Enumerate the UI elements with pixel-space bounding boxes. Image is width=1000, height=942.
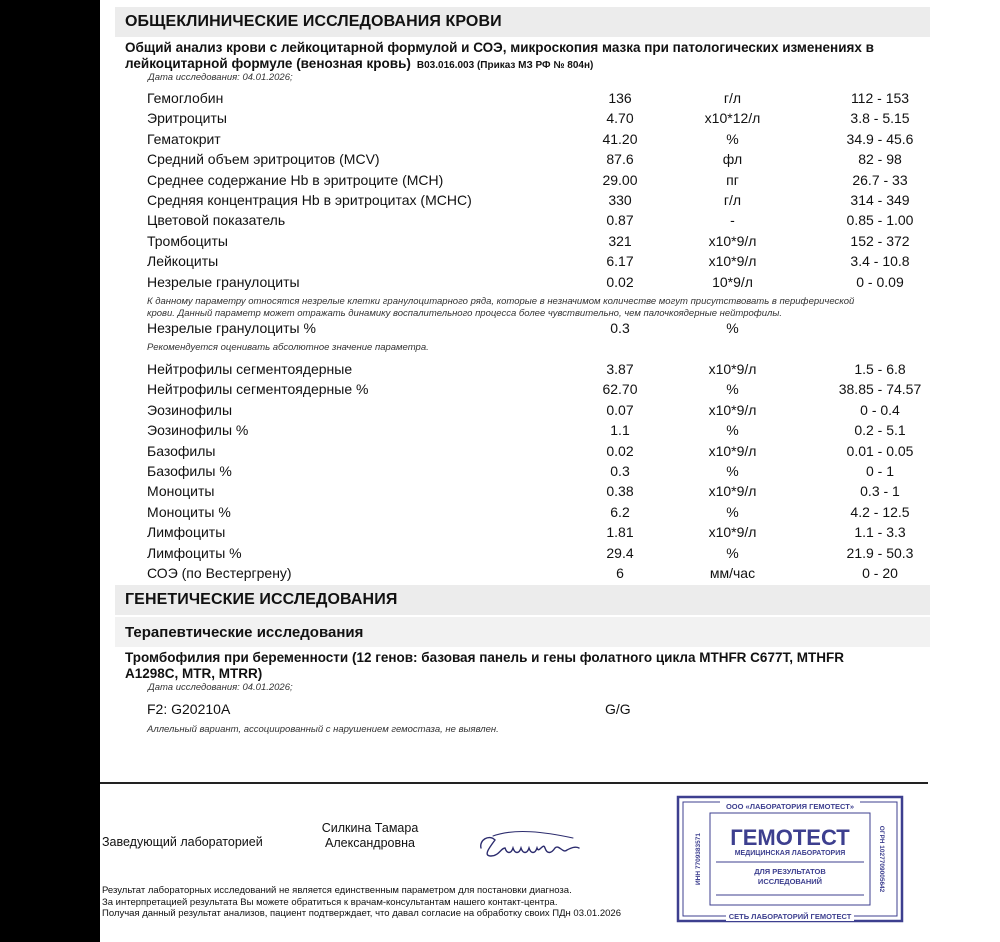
result-unit: % — [726, 544, 739, 561]
result-unit: x10*9/л — [708, 483, 757, 500]
lab-stamp — [676, 795, 904, 923]
genetic-test-date: Дата исследования: 04.01.2026; — [148, 682, 293, 693]
result-unit: % — [726, 381, 739, 398]
result-value: 0.87 — [606, 212, 634, 229]
result-row — [100, 210, 1000, 230]
result-name: Базофилы — [147, 442, 216, 459]
result-row — [100, 543, 1000, 563]
result-name: Цветовой показатель — [147, 212, 286, 229]
result-row — [100, 461, 1000, 481]
test-title-line2: лейкоцитарной формуле (венозная кровь) — [125, 56, 411, 71]
result-value: 6.17 — [606, 253, 634, 270]
result-value: 0.02 — [606, 442, 634, 459]
stamp-right-text: ОГРН 1027709005642 — [878, 825, 885, 893]
note-recommendation: Рекомендуется оценивать абсолютное значение параметра. — [147, 342, 429, 353]
result-name: Средний объем эритроцитов (MCV) — [147, 151, 380, 168]
result-row — [100, 251, 1000, 271]
result-unit: x10*9/л — [708, 401, 757, 418]
test-title-line1: Тромбофилия при беременности (12 генов: базовая панель и гены фолатного цикла MTHFR C677T, MTHFR — [125, 650, 844, 665]
result-ref: 26.7 - 33 — [852, 171, 908, 188]
result-unit: x10*9/л — [708, 253, 757, 270]
divider — [100, 782, 928, 784]
result-unit: 10*9/л — [712, 273, 753, 290]
result-value: 1.1 — [610, 422, 630, 439]
result-ref: 0 - 0.09 — [856, 273, 904, 290]
result-row — [100, 190, 1000, 210]
result-value: 29.00 — [602, 171, 638, 188]
note-immature-granulocytes — [147, 296, 947, 320]
result-row — [100, 149, 1000, 169]
subsection-header — [115, 617, 930, 647]
result-row — [100, 88, 1000, 108]
result-ref: 38.85 - 74.57 — [838, 381, 922, 398]
result-name: Незрелые гранулоциты — [147, 273, 300, 290]
result-name: Лейкоциты — [147, 253, 219, 270]
stamp-left-text: ИНН 7709383571 — [695, 832, 702, 886]
result-row — [100, 379, 1000, 399]
result-value: 6.2 — [610, 503, 630, 520]
result-name: Лимфоциты % — [147, 544, 242, 561]
result-value: 4.70 — [606, 110, 634, 127]
result-ref: 0 - 1 — [865, 463, 894, 479]
result-value: 321 — [608, 232, 632, 249]
result-unit: % — [726, 422, 739, 439]
result-unit: фл — [722, 151, 743, 168]
disclaimer — [102, 885, 621, 920]
result-value: 0.07 — [606, 401, 634, 418]
result-row — [100, 170, 1000, 190]
stamp-subtitle: МЕДИЦИНСКАЯ ЛАБОРАТОРИЯ — [734, 850, 846, 857]
result-unit: x10*9/л — [708, 361, 757, 377]
note-line: крови. Данный параметр может отражать динамику воспалительного процесса более чувствительно, чем палочкоядерные нейтрофилы. — [147, 308, 782, 319]
result-ref: 3.4 - 10.8 — [850, 253, 910, 270]
result-value: 3.87 — [606, 361, 634, 377]
signer-name-line2: Александровна — [325, 836, 415, 850]
head-of-lab-label: Заведующий лабораторией — [102, 835, 263, 849]
result-name: Гемоглобин — [147, 90, 224, 106]
result-ref: 112 - 153 — [850, 90, 910, 106]
result-row — [100, 400, 1000, 420]
result-row — [100, 359, 1000, 379]
report-page — [100, 0, 1000, 942]
note-line: К данному параметру относятся незрелые клетки гранулоцитарного ряда, которые в незначимом количестве могут присутствовать в периферической — [147, 296, 855, 307]
result-unit: x10*12/л — [704, 110, 761, 127]
test-title — [125, 40, 935, 74]
result-value: 87.6 — [606, 151, 634, 168]
signer-name — [300, 821, 440, 851]
result-row — [100, 129, 1000, 149]
test-date: Дата исследования: 04.01.2026; — [148, 72, 293, 83]
stamp-inner-border — [683, 802, 897, 916]
result-unit: x10*9/л — [708, 232, 757, 249]
result-value: G/G — [605, 701, 631, 717]
result-name: Средняя концентрация Hb в эритроцитах (MCHC) — [147, 192, 472, 208]
result-name: Эозинофилы % — [147, 422, 249, 439]
result-ref: 3.8 - 5.15 — [850, 110, 910, 127]
result-row — [100, 502, 1000, 522]
result-row — [100, 318, 1000, 338]
result-unit: пг — [726, 171, 739, 188]
result-row — [100, 231, 1000, 251]
result-ref: 0.01 - 0.05 — [846, 442, 914, 459]
result-value: 0.02 — [606, 273, 634, 290]
disclaimer-line: За интерпретацией результата Вы можете обратиться к врачам-консультантам нашего контакт-центра. — [102, 896, 558, 908]
result-ref: 34.9 - 45.6 — [846, 130, 914, 147]
stamp-top-text: ООО «ЛАБОРАТОРИЯ ГЕМОТЕСТ» — [725, 802, 855, 811]
result-name: Эозинофилы — [147, 401, 233, 418]
test-title-line1: Общий анализ крови с лейкоцитарной формулой и СОЭ, микроскопия мазка при патологических изменениях в — [125, 40, 874, 55]
result-row — [100, 522, 1000, 542]
result-value: 6 — [616, 565, 624, 581]
result-row — [100, 108, 1000, 128]
test-code: B03.016.003 (Приказ МЗ РФ № 804н) — [416, 60, 594, 71]
section-header-blood — [115, 7, 930, 37]
result-ref: 1.5 - 6.8 — [854, 361, 906, 377]
result-name: F2: G20210A — [147, 701, 231, 717]
result-value: 0.38 — [606, 483, 634, 500]
result-row — [100, 420, 1000, 440]
stamp-brand: ГЕМОТЕСТ — [730, 825, 850, 850]
section-title: ОБЩЕКЛИНИЧЕСКИЕ ИССЛЕДОВАНИЯ КРОВИ — [125, 13, 502, 30]
subsection-title: Терапевтические исследования — [125, 624, 364, 641]
result-unit: мм/час — [709, 565, 756, 581]
result-row — [100, 481, 1000, 501]
result-unit: % — [726, 320, 739, 336]
result-name: СОЭ (по Вестергрену) — [147, 565, 292, 581]
result-unit: % — [726, 130, 739, 147]
result-ref: 21.9 - 50.3 — [846, 544, 914, 561]
stamp-middle-line2: ИССЛЕДОВАНИЙ — [757, 877, 823, 886]
result-name: Моноциты — [147, 483, 215, 500]
result-name: Лимфоциты — [147, 524, 226, 541]
result-unit: - — [730, 212, 735, 229]
stamp-middle-line1: ДЛЯ РЕЗУЛЬТАТОВ — [754, 867, 826, 876]
stamp-outer-border — [678, 797, 902, 921]
result-name: Базофилы % — [147, 463, 232, 479]
result-row — [100, 441, 1000, 461]
result-ref: 0.2 - 5.1 — [854, 422, 906, 439]
section-title: ГЕНЕТИЧЕСКИЕ ИССЛЕДОВАНИЯ — [125, 591, 398, 608]
genetic-test-title — [125, 650, 935, 682]
result-unit: % — [726, 503, 739, 520]
result-row — [100, 272, 1000, 292]
genetic-note: Аллельный вариант, ассоциированный с нарушением гемостаза, не выявлен. — [147, 724, 499, 735]
result-ref: 0.3 - 1 — [860, 483, 900, 500]
result-value: 136 — [608, 90, 632, 106]
result-ref: 82 - 98 — [858, 151, 902, 168]
stamp-bottom-text: СЕТЬ ЛАБОРАТОРИЙ ГЕМОТЕСТ — [728, 912, 852, 921]
result-name: Тромбоциты — [147, 232, 228, 249]
result-ref: 1.1 - 3.3 — [854, 524, 906, 541]
result-unit: x10*9/л — [708, 442, 757, 459]
result-value: 0.3 — [610, 463, 630, 479]
result-value: 62.70 — [602, 381, 638, 398]
section-header-genetic — [115, 585, 930, 615]
result-name: Моноциты % — [147, 503, 231, 520]
result-ref: 0 - 0.4 — [860, 401, 900, 418]
result-name: Нейтрофилы сегментоядерные % — [147, 381, 369, 398]
result-unit: г/л — [723, 192, 742, 208]
result-unit: г/л — [723, 90, 742, 106]
result-name: Незрелые гранулоциты % — [147, 320, 316, 336]
result-unit: % — [726, 463, 739, 479]
result-ref: 0 - 20 — [862, 565, 898, 581]
signer-name-line1: Силкина Тамара — [321, 821, 419, 835]
result-ref: 314 - 349 — [850, 192, 910, 208]
result-value: 29.4 — [606, 544, 634, 561]
result-ref: 0.85 - 1.00 — [846, 212, 914, 229]
disclaimer-line: Результат лабораторных исследований не является единственным параметром для постановки диагноза. — [102, 885, 572, 896]
disclaimer-line: Получая данный результат анализов, пациент подтверждает, что давал согласие на обработку своих ПДн 03.01.2026 — [102, 908, 621, 919]
result-value: 41.20 — [602, 130, 638, 147]
handwritten-signature — [475, 818, 585, 868]
result-ref: 4.2 - 12.5 — [850, 503, 910, 520]
test-title-line2: A1298C, MTR, MTRR) — [125, 666, 263, 681]
result-row — [100, 563, 1000, 583]
result-name: Нейтрофилы сегментоядерные — [147, 361, 353, 377]
result-value: 1.81 — [606, 524, 634, 541]
result-name: Среднее содержание Hb в эритроците (MCH) — [147, 171, 444, 188]
result-unit: x10*9/л — [708, 524, 757, 541]
result-value: 0.3 — [610, 320, 630, 336]
result-ref: 152 - 372 — [850, 232, 910, 249]
result-value: 330 — [608, 192, 632, 208]
result-name: Эритроциты — [147, 110, 227, 127]
result-name: Гематокрит — [147, 130, 221, 147]
